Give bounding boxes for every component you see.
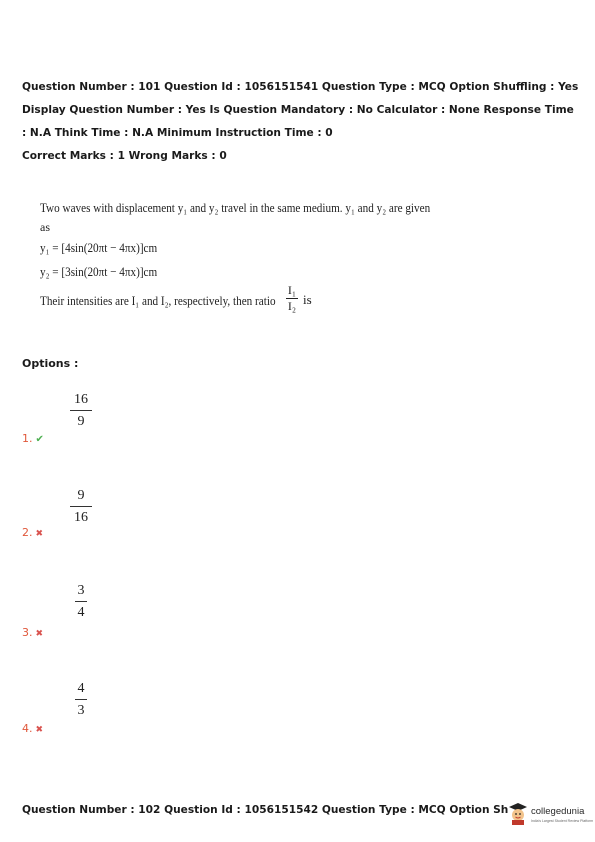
- collegedunia-logo: [507, 801, 593, 831]
- option-2-fraction: [66, 487, 96, 526]
- ratio-numerator: I₁: [287, 283, 297, 297]
- option-4-fraction: [66, 680, 96, 719]
- cross-icon: ✖: [35, 725, 44, 735]
- option-3-fraction: [66, 582, 96, 621]
- ratio-denominator: I₂: [287, 299, 297, 313]
- graduate-mascot-icon: [507, 801, 529, 825]
- option-1-numerator: 16: [74, 392, 88, 407]
- options-label: Options :: [22, 357, 79, 370]
- option-4[interactable]: [22, 722, 43, 735]
- option-3[interactable]: [22, 626, 43, 639]
- option-4-number: 4.: [22, 722, 33, 735]
- cross-icon: ✖: [35, 529, 44, 539]
- question-line-1: Two waves with displacement y₁ and y₂ travel in the same medium. y₁ and y₂ are given: [40, 200, 431, 215]
- option-2-numerator: 9: [77, 488, 85, 503]
- option-3-numerator: 3: [77, 583, 85, 598]
- marks-line: Correct Marks : 1 Wrong Marks : 0: [22, 150, 227, 162]
- meta-line-2: Display Question Number : Yes Is Question Mandatory : No Calculator : None Response Time: [22, 104, 574, 116]
- option-4-numerator: 4: [77, 681, 85, 696]
- option-2-number: 2.: [22, 526, 33, 539]
- next-question-meta: Question Number : 102 Question Id : 1056151542 Question Type : MCQ Option Sh: [22, 804, 509, 816]
- meta-line-3: : N.A Think Time : N.A Minimum Instruction Time : 0: [22, 127, 333, 139]
- option-1-number: 1.: [22, 432, 33, 445]
- question-line-2: as: [40, 220, 50, 234]
- equation-y2: y₂ = [3sin(20πt − 4πx)]cm: [40, 264, 158, 279]
- option-1-fraction: [66, 391, 96, 430]
- ratio-suffix: is: [303, 292, 312, 307]
- ratio-text: Their intensities are I₁ and I₂, respectively, then ratio: [40, 293, 276, 309]
- option-3-number: 3.: [22, 626, 33, 639]
- option-1[interactable]: [22, 432, 44, 445]
- logo-brand: collegedunia: [531, 806, 585, 817]
- option-3-denominator: 4: [77, 605, 85, 620]
- logo-tagline: India's Largest Student Review Platform: [531, 819, 594, 823]
- fraction-bar: [70, 506, 92, 507]
- option-1-denominator: 9: [77, 414, 85, 429]
- ratio-fraction: [286, 284, 298, 313]
- option-4-denominator: 3: [77, 703, 85, 718]
- cross-icon: ✖: [35, 629, 44, 639]
- fraction-bar: [75, 601, 87, 602]
- check-icon: ✔: [35, 434, 44, 445]
- question-meta: [22, 76, 582, 168]
- option-2-denominator: 16: [74, 510, 88, 525]
- fraction-bar: [70, 410, 92, 411]
- meta-line-1: Question Number : 101 Question Id : 1056151541 Question Type : MCQ Option Shuffling : Yes: [22, 81, 579, 93]
- question-line-ratio: [40, 283, 314, 313]
- fraction-bar: [75, 699, 87, 700]
- equation-y1: y₁ = [4sin(20πt − 4πx)]cm: [40, 240, 158, 255]
- option-2[interactable]: [22, 526, 43, 539]
